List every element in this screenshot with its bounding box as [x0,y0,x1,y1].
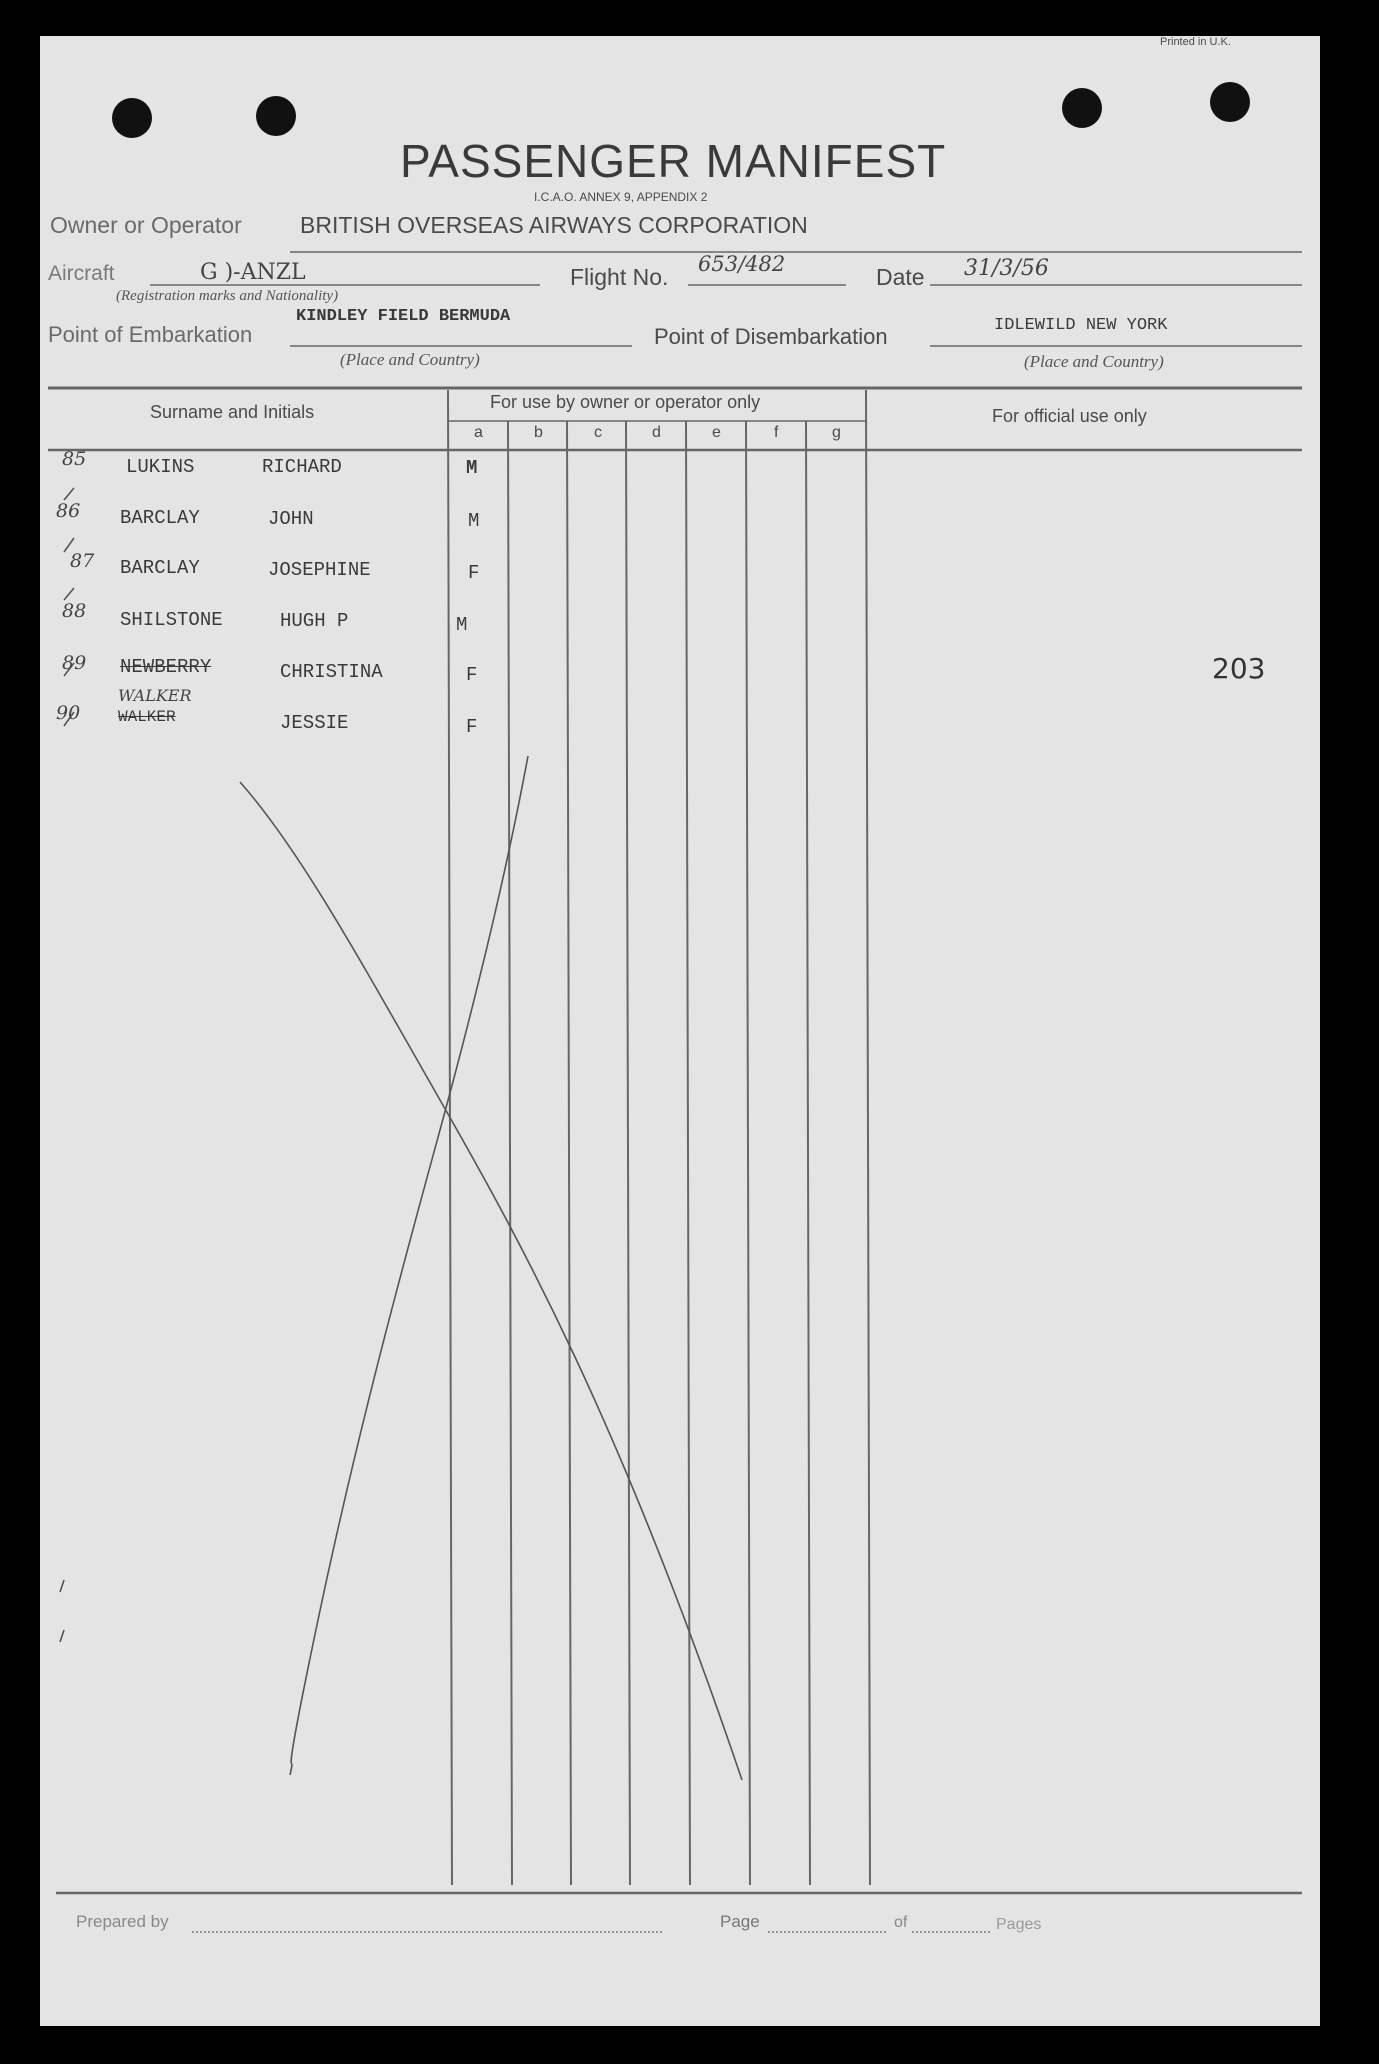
owner-label: Owner or Operator [50,212,242,238]
page-subtitle: I.C.A.O. ANNEX 9, APPENDIX 2 [534,190,708,204]
row-number: 90 [56,702,81,724]
sex: F [468,562,480,584]
page-title: PASSENGER MANIFEST [400,135,947,187]
column-a-header: a [474,424,483,441]
surname-correction: WALKER [118,686,192,705]
column-f-header: f [774,424,779,441]
official-note: 203 [1212,652,1266,685]
column-c-header: c [594,424,602,441]
aircraft-value: G )-ANZL [200,260,306,285]
embarkation-value: KINDLEY FIELD BERMUDA [296,307,511,326]
disembarkation-value: IDLEWILD NEW YORK [994,316,1168,335]
cancel-strokes [240,756,742,1780]
row-number: 88 [62,600,87,622]
prepared-by-label: Prepared by [76,1912,169,1931]
printed-in-note: Printed in U.K. [1160,36,1231,48]
page-label: Page [720,1912,760,1931]
date-value: 31/3/56 [964,256,1049,281]
surname: WALKER [118,708,176,726]
column-g-header: g [832,424,841,441]
given-name: RICHARD [262,456,342,478]
given-name: JOSEPHINE [268,559,371,581]
row-number: 86 [56,500,81,522]
registration-note: (Registration marks and Nationality) [116,288,339,304]
given-name: JOHN [268,508,314,530]
surname: NEWBERRY [120,656,212,678]
of-label: of [894,1914,908,1931]
sex: M [466,457,478,479]
flight-value: 653/482 [698,252,786,276]
owner-value: BRITISH OVERSEAS AIRWAYS CORPORATION [300,212,808,238]
embarkation-label: Point of Embarkation [48,322,253,347]
sex: M [468,510,480,532]
surname-header: Surname and Initials [150,402,315,422]
row-number: 89 [62,652,87,674]
surname: BARCLAY [120,507,200,529]
pages-label: Pages [996,1916,1042,1933]
sex: F [466,664,478,686]
surname: SHILSTONE [120,609,223,631]
column-e-header: e [712,424,721,441]
disembarkation-label: Point of Disembarkation [654,324,888,349]
aircraft-label: Aircraft [48,262,115,285]
given-name: HUGH P [280,610,349,632]
given-name: CHRISTINA [280,661,383,683]
embarkation-note: (Place and Country) [340,350,480,369]
sex: F [466,716,478,738]
sex: M [456,614,468,636]
row-number: 85 [62,448,87,470]
date-label: Date [876,264,925,290]
row-number: 87 [70,550,95,572]
disembarkation-note: (Place and Country) [1024,352,1164,371]
official-use-header: For official use only [992,406,1147,426]
flight-label: Flight No. [570,264,669,290]
given-name: JESSIE [280,712,349,734]
surname: LUKINS [126,456,195,478]
surname: BARCLAY [120,557,200,579]
column-d-header: d [652,424,661,441]
column-b-header: b [534,424,543,441]
owner-use-header: For use by owner or operator only [490,392,761,412]
